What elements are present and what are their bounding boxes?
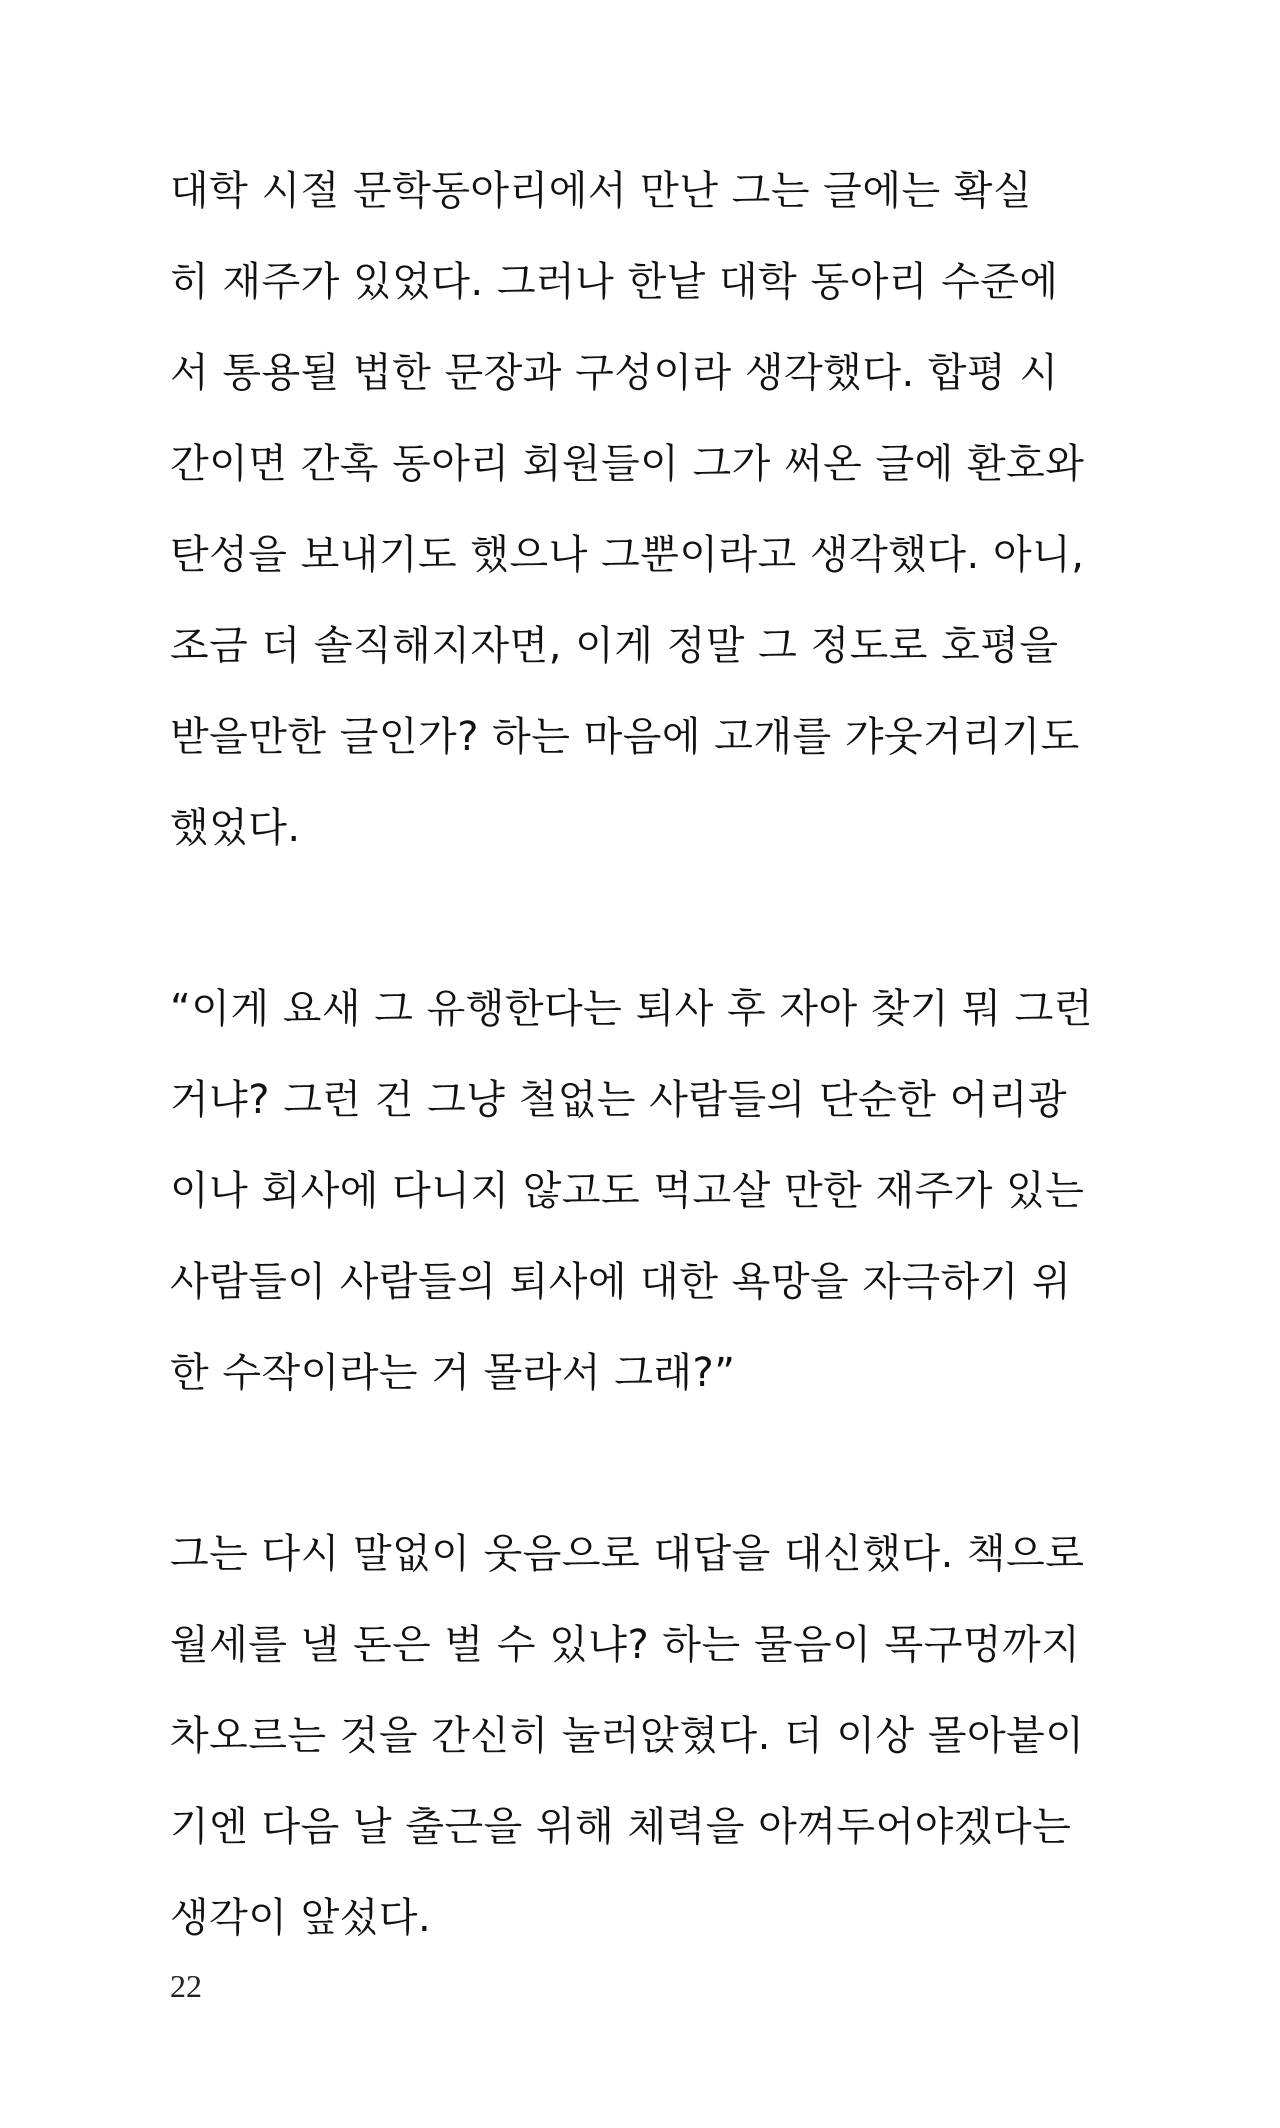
page-body — [170, 146, 1093, 1964]
text-line: 받을만한 글인가? 하는 마음에 고개를 갸웃거리기도 — [170, 714, 1080, 760]
text-line: 히 재주가 있었다. 그러나 한낱 대학 동아리 수준에 — [170, 259, 1059, 305]
text-line: “이게 요새 그 유행한다는 퇴사 후 자아 찾기 뭐 그런 — [170, 986, 1093, 1032]
text-line: 생각이 앞섰다. — [170, 1895, 432, 1941]
text-line: 기엔 다음 날 출근을 위해 체력을 아껴두어야겠다는 — [170, 1804, 1072, 1850]
text-line: 간이면 간혹 동아리 회원들이 그가 써온 글에 환호와 — [170, 441, 1085, 487]
page-number: 22 — [170, 1968, 202, 2004]
paragraph-1 — [170, 146, 1085, 874]
text-line: 월세를 낼 돈은 벌 수 있냐? 하는 물음이 목구멍까지 — [170, 1622, 1081, 1668]
text-line: 차오르는 것을 간신히 눌러앉혔다. 더 이상 몰아붙이 — [170, 1713, 1085, 1759]
text-line: 거냐? 그런 건 그냥 철없는 사람들의 단순한 어리광 — [170, 1077, 1068, 1123]
text-line: 조금 더 솔직해지자면, 이게 정말 그 정도로 호평을 — [170, 623, 1059, 669]
text-line: 했었다. — [170, 805, 301, 851]
text-line: 한 수작이라는 거 몰라서 그래?” — [170, 1350, 736, 1396]
paragraph-3 — [170, 1509, 1085, 1964]
text-line: 탄성을 보내기도 했으나 그뿐이라고 생각했다. 아니, — [170, 532, 1085, 578]
text-line: 사람들이 사람들의 퇴사에 대한 욕망을 자극하기 위 — [170, 1259, 1072, 1305]
paragraph-gap — [170, 1419, 1060, 1509]
text-line: 이나 회사에 다니지 않고도 먹고살 만한 재주가 있는 — [170, 1168, 1085, 1214]
text-line: 그는 다시 말없이 웃음으로 대답을 대신했다. 책으로 — [170, 1531, 1085, 1577]
paragraph-gap — [170, 874, 1060, 964]
text-line: 서 통용될 법한 문장과 구성이라 생각했다. 합평 시 — [170, 350, 1059, 396]
paragraph-2-dialogue — [170, 964, 1093, 1419]
text-line: 대학 시절 문학동아리에서 만난 그는 글에는 확실 — [170, 168, 1033, 214]
